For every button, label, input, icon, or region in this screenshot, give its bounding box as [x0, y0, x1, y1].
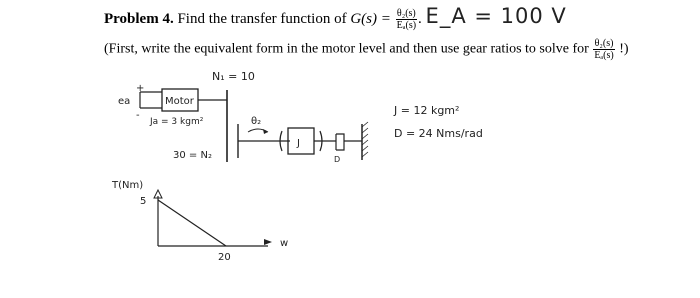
hint-fraction-numerator: θ₂(s) — [594, 38, 614, 49]
damper-cup — [336, 134, 344, 150]
hint-sentence: (First, write the equivalent form in the motor level and then use gear ratios to solve for — [104, 41, 589, 57]
plus-sign: + — [136, 83, 145, 94]
wall-hatching — [362, 122, 368, 157]
damper-d-label: D — [334, 155, 341, 164]
d-value: D = 24 Nms/rad — [394, 127, 483, 140]
speed-x-tick: 20 — [218, 252, 231, 263]
ja-inertia-label: Ja = 3 kgm² — [150, 117, 204, 127]
problem-text: Find the transfer function of — [177, 11, 347, 27]
handwritten-voltage-given: E_A = 100 V — [425, 4, 567, 28]
motor-label: Motor — [165, 96, 194, 107]
torque-speed-line — [158, 200, 226, 246]
inertia-j-label: J — [297, 138, 300, 149]
minus-sign: - — [136, 110, 140, 121]
period: . — [418, 11, 422, 27]
speed-x-arrow — [264, 239, 272, 245]
fraction-numerator: θ₂(s) — [396, 8, 416, 20]
n2-label: 30 = N₂ — [173, 150, 212, 161]
torque-y-tick: 5 — [140, 196, 147, 207]
problem-label: Problem 4. — [104, 11, 174, 27]
hint-fraction-denominator: Eₐ(s) — [594, 50, 614, 61]
theta2-label: θ₂ — [251, 116, 262, 127]
speed-axis-label: w — [280, 238, 289, 249]
j-value: J = 12 kgm² — [394, 104, 460, 117]
hint-close: !) — [619, 41, 629, 57]
torque-axis-label: T(Nm) — [112, 180, 144, 191]
n1-label: N₁ = 10 — [212, 70, 255, 83]
inertia-j-box — [288, 128, 314, 154]
transfer-function-symbol: G(s) = — [350, 11, 391, 27]
ea-label: ea — [118, 96, 131, 107]
fraction-denominator: Eₐ(s) — [396, 20, 417, 32]
